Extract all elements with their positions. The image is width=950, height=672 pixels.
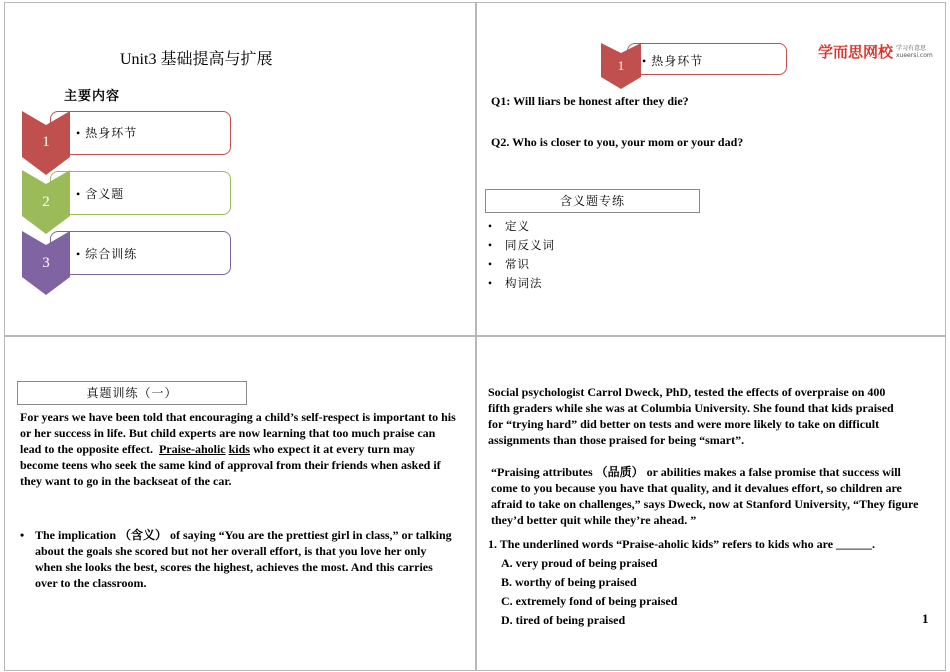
agenda-item-1-label: • 热身环节 xyxy=(76,126,138,140)
bullet-item: • 定义 xyxy=(488,221,530,233)
implication-bullet: • The implication （含义） of saying “You are the prettiest girl in class,” or talking about the goals she scored but not her overall effort, is that you love her only when she looks the best, scores the highest, achieves the most. And this carries over to the classroom. xyxy=(20,527,456,591)
page-number: 1 xyxy=(922,611,929,626)
dweck-paragraph-1: Social psychologist Carrol Dweck, PhD, tested the effects of overpraise on 400 fifth graders while she was at Columbia University. She found that kids praised for “trying hard” did better on tests and were more likely to take on difficult assignments than those praised for being “smart”. xyxy=(488,385,894,447)
question-1: Q1: Will liars be honest after they die? xyxy=(491,94,689,108)
bullet-text: 定义 xyxy=(505,221,530,233)
bullet-text: 构词法 xyxy=(505,278,543,290)
bullet-text: 同反义词 xyxy=(505,240,555,252)
slide-1-title: Unit3 基础提高与扩展 xyxy=(120,51,273,68)
logo-small-top: 学习有意思 xyxy=(896,45,927,52)
agenda-item-3-number: 3 xyxy=(42,255,50,271)
passage-text-a: For years we have been told that encouraging a child’s self-respect is important to his or her success in life. But child experts are now learning that too much praise can lead to the opposite effect. xyxy=(20,410,456,456)
bullet-item: • 同反义词 xyxy=(488,240,555,252)
option-c[interactable]: C. extremely fond of being praised xyxy=(501,594,678,608)
dweck-paragraph-2: “Praising attributes （品质） or abilities makes a false promise that success will come to you because you have that quality, and it devalues effort, so children are afraid to take on challenges,” says Dweck, now at Stanford University, “They figure they’d better quit while they’re ahead. ” xyxy=(491,465,919,527)
meaning-bullet-list xyxy=(488,218,555,294)
agenda-item-2-label: • 含义题 xyxy=(76,187,125,201)
logo-small-bottom: xueersi.com xyxy=(896,52,933,59)
meaning-practice-label: 含义题专练 xyxy=(485,189,700,213)
passage-text-b: who expect it at every turn may become teens who seek the same kind of approval from their friends when asked if they want to go in the backseat of the car. xyxy=(20,442,441,488)
xueersi-logo xyxy=(818,40,934,64)
option-d[interactable]: D. tired of being praised xyxy=(501,613,626,627)
real-exam-label: 真题训练（一） xyxy=(17,381,247,405)
bullet-item: • 构词法 xyxy=(488,278,543,290)
agenda-item-3-label: • 综合训练 xyxy=(76,247,138,261)
underlined-phrase-part-2: kids xyxy=(228,442,250,456)
agenda-item-2-number: 2 xyxy=(42,194,50,210)
bullet-item: • 常识 xyxy=(488,259,530,271)
warmup-number: 1 xyxy=(617,58,625,73)
slide-1-subtitle: 主要内容 xyxy=(64,88,121,103)
option-a[interactable]: A. very proud of being praised xyxy=(501,556,658,570)
question-stem: 1. The underlined words “Praise-aholic kids” refers to kids who are ______. xyxy=(488,537,876,551)
implication-text: The implication （含义） of saying “You are the prettiest girl in class,” or talking about the goals she scored but not her overall effort, is that you love her only when she looks the best, scores the highest, achieves the most. And this carries over to the classroom. xyxy=(35,528,452,590)
bullet-text: 常识 xyxy=(505,259,530,271)
passage-paragraph xyxy=(20,409,456,489)
agenda-item-1-number: 1 xyxy=(42,134,50,150)
option-b[interactable]: B. worthy of being praised xyxy=(501,575,637,589)
underlined-phrase-part-1: Praise-aholic xyxy=(158,442,226,456)
question-2: Q2. Who is closer to you, your mom or your dad? xyxy=(491,135,744,149)
logo-main-text: 学而思网校 xyxy=(818,43,894,61)
warmup-label: • 热身环节 xyxy=(642,54,704,68)
